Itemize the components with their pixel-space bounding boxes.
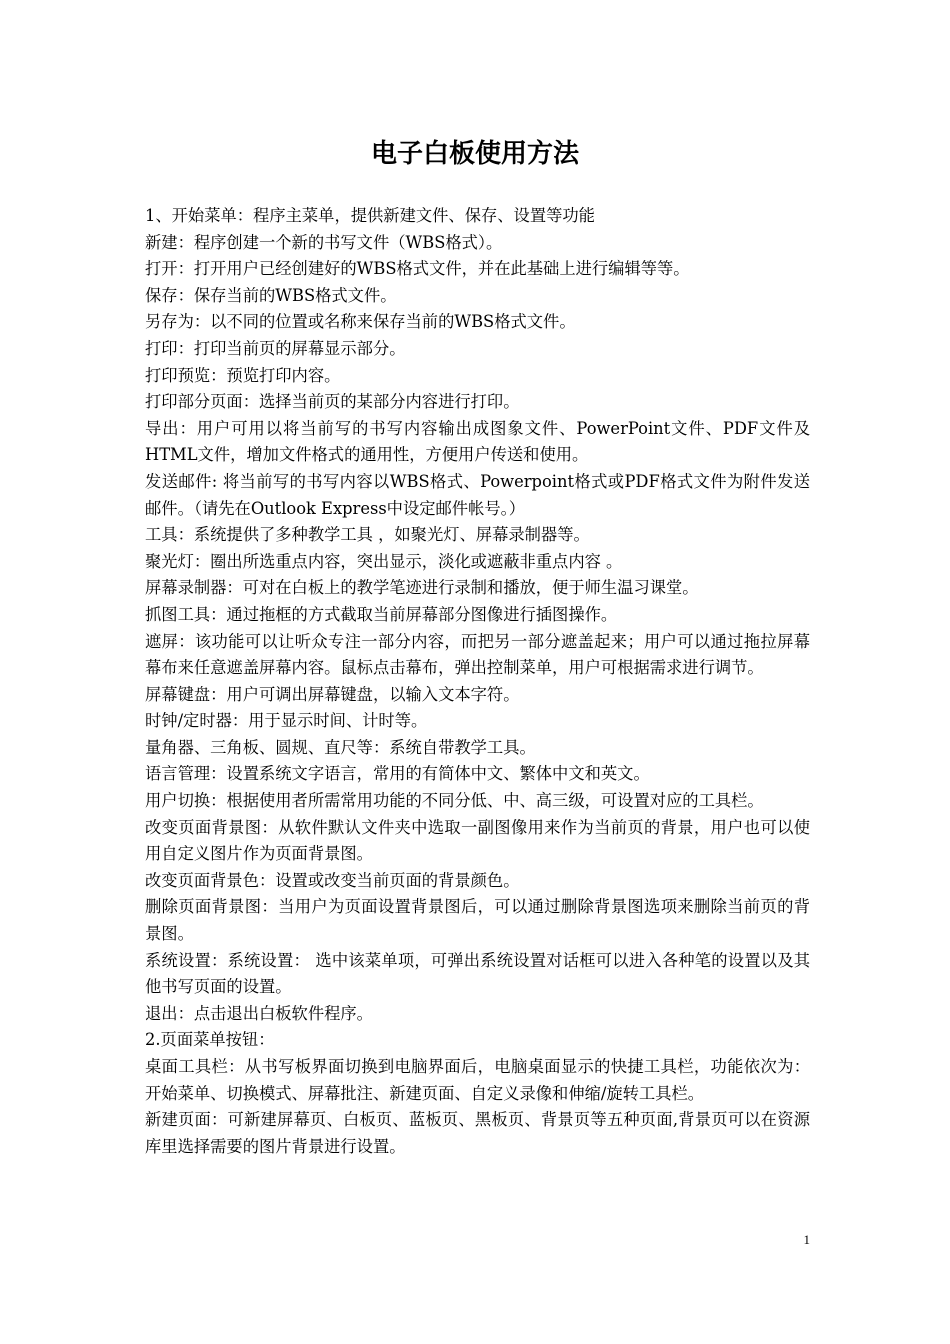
paragraph-user-switch: 用户切换：根据使用者所需常用功能的不同分低、中、高三级，可设置对应的工具栏。: [145, 791, 764, 811]
page-title: 电子白板使用方法: [370, 139, 579, 169]
paragraph-language: 语言管理：设置系统文字语言，常用的有简体中文、繁体中文和英文。: [145, 764, 650, 784]
paragraph-new-page: 新建页面：可新建屏幕页、白板页、蓝板页、黑板页、背景页等五种页面,背景页可以在资源库里选择需要的图片背景进行设置。: [145, 1110, 810, 1156]
paragraph-new: 新建：程序创建一个新的书写文件（WBS格式）。: [145, 232, 503, 252]
paragraph-clock-timer: 时钟/定时器：用于显示时间、计时等。: [145, 711, 428, 731]
paragraph-page-menu-heading: 2.页面菜单按钮：: [145, 1030, 275, 1050]
paragraph-spotlight: 聚光灯：圈出所选重点内容，突出显示，淡化或遮蔽非重点内容 。: [145, 551, 623, 571]
paragraph-save-as: 另存为：以不同的位置或名称来保存当前的WBS格式文件。: [145, 312, 576, 332]
paragraph-delete-bg: 删除页面背景图：当用户为页面设置背景图后，可以通过删除背景图选项来删除当前页的背景图。: [145, 897, 810, 944]
paragraph-exit: 退出：点击退出白板软件程序。: [145, 1003, 373, 1023]
paragraph-screen-recorder: 屏幕录制器：可对在白板上的教学笔迹进行录制和播放，便于师生温习课堂。: [145, 578, 699, 598]
paragraph-tools: 工具：系统提供了多种教学工具 ，如聚光灯、屏幕录制器等。: [145, 525, 590, 545]
paragraph-screen-cover: 遮屏：该功能可以让听众专注一部分内容，而把另一部分遮盖起来；用户可以通过拖拉屏幕幕布来任意遮盖屏幕内容。鼠标点击幕布，弹出控制菜单，用户可根据需求进行调节。: [145, 631, 810, 678]
paragraph-open: 打开：打开用户已经创建好的WBS格式文件，并在此基础上进行编辑等等。: [145, 259, 690, 279]
document-body: [145, 203, 810, 1160]
paragraph-bg-image: 改变页面背景图：从软件默认文件夹中选取一副图像用来作为当前页的背景，用户也可以使用自定义图片作为页面背景图。: [145, 817, 810, 864]
paragraph-desktop-toolbar: 桌面工具栏：从书写板界面切换到电脑界面后，电脑桌面显示的快捷工具栏，功能依次为：开始菜单、切换模式、屏幕批注、新建页面、自定义录像和伸缩/旋转工具栏。: [145, 1057, 810, 1103]
paragraph-print-preview: 打印预览：预览打印内容。: [145, 365, 341, 385]
paragraph-save: 保存：保存当前的WBS格式文件。: [145, 285, 397, 305]
paragraph-screen-keyboard: 屏幕键盘：用户可调出屏幕键盘，以输入文本字符。: [145, 684, 520, 704]
paragraph-print: 打印：打印当前页的屏幕显示部分。: [145, 338, 406, 358]
paragraph-system-settings: 系统设置：系统设置： 选中该菜单项，可弹出系统设置对话框可以进入各种笔的设置以及其他书写页面的设置。: [145, 950, 810, 997]
page-number: 1: [803, 1232, 810, 1247]
paragraph-start-menu: 1、开始菜单：程序主菜单，提供新建文件、保存、设置等功能: [145, 206, 595, 225]
paragraph-bg-color: 改变页面背景色：设置或改变当前页面的背景颜色。: [145, 870, 520, 890]
paragraph-send-mail: 发送邮件: 将当前写的书写内容以WBS格式、Powerpoint格式或PDF格式文件为附件发送邮件。（请先在Outlook Express中设定邮件帐号。）: [145, 471, 810, 518]
paragraph-capture-tool: 抓图工具：通过拖框的方式截取当前屏幕部分图像进行插图操作。: [145, 604, 618, 624]
paragraph-export: 导出：用户可用以将当前写的书写内容输出成图象文件、PowerPoint文件、PDF文件及HTML文件，增加文件格式的通用性，方便用户传送和使用。: [145, 418, 810, 465]
paragraph-teaching-tools: 量角器、三角板、圆规、直尺等：系统自带教学工具。: [145, 737, 536, 757]
paragraph-print-partial: 打印部分页面：选择当前页的某部分内容进行打印。: [145, 392, 520, 412]
